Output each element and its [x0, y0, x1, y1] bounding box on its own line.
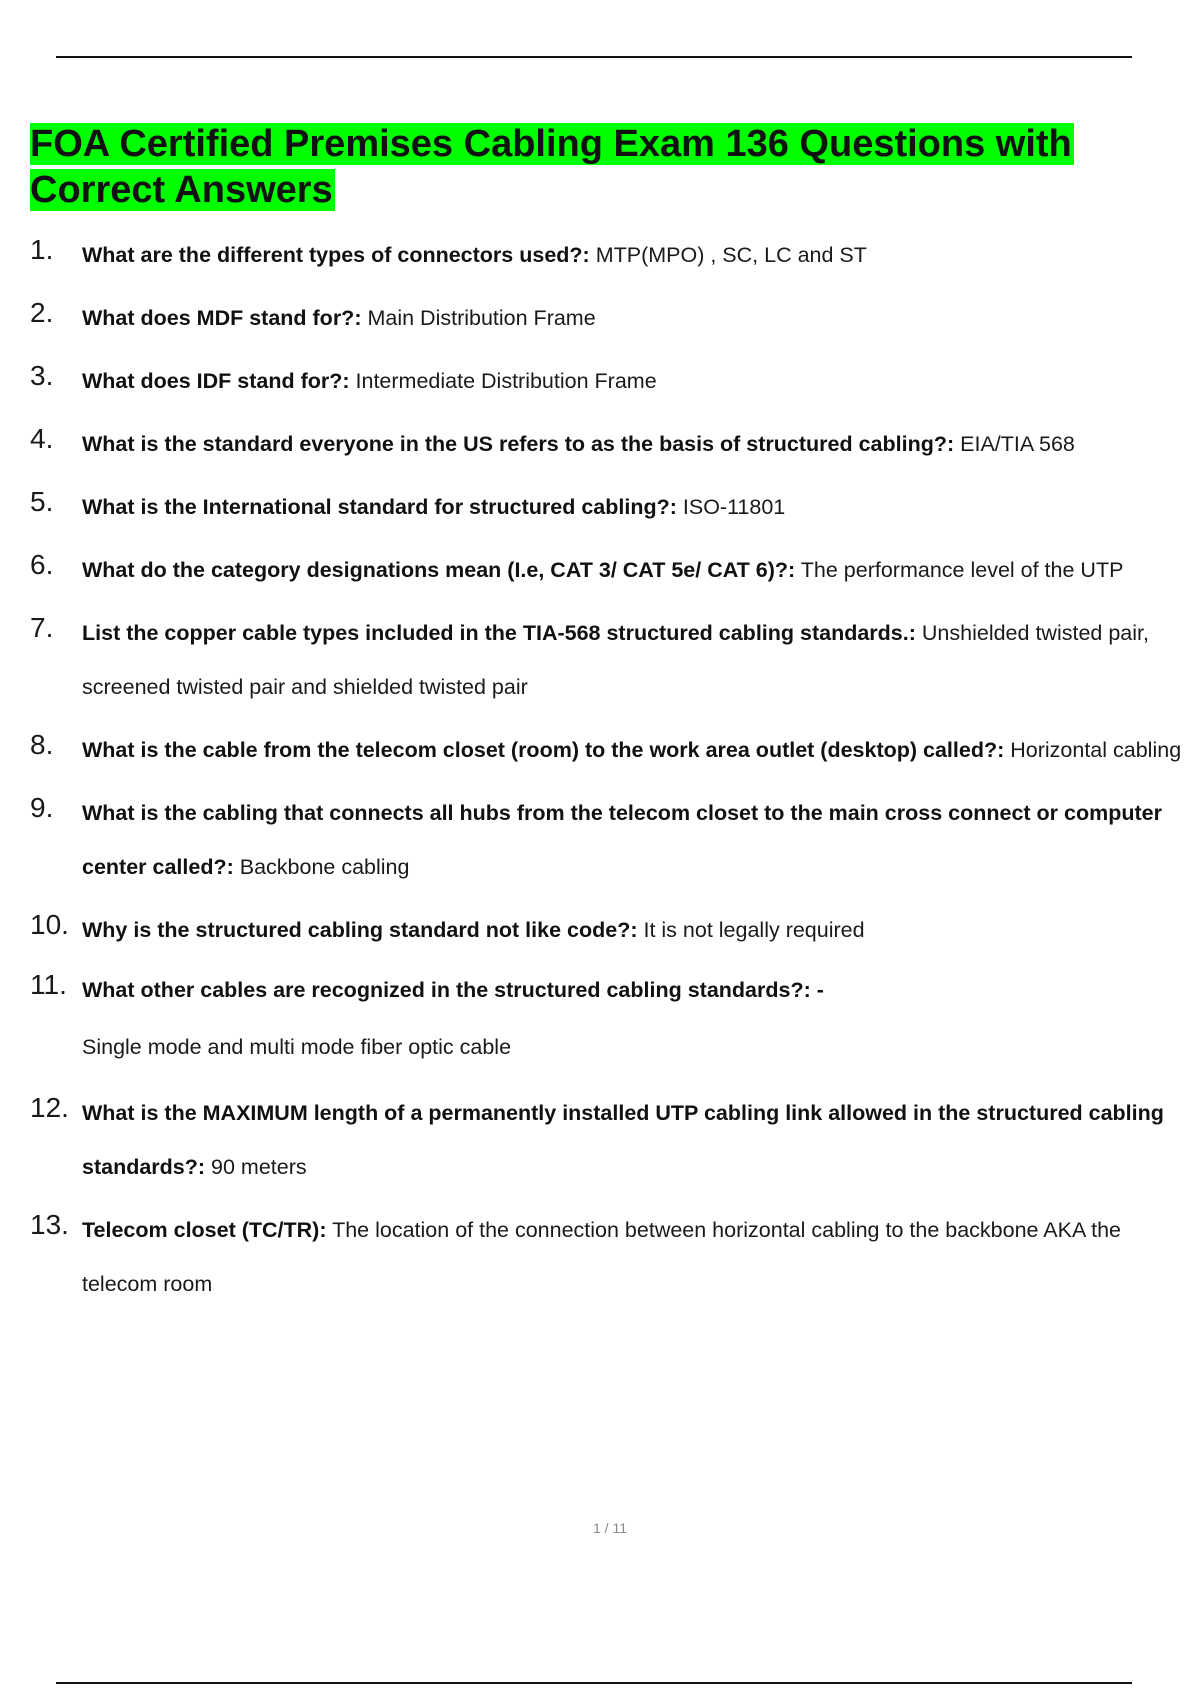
list-item: [30, 606, 1190, 714]
list-item: [30, 291, 1190, 345]
item-number: 2.: [30, 297, 54, 328]
answer-text: MTP(MPO) , SC, LC and ST: [595, 243, 867, 267]
question-text: Why is the structured cabling standard not like code?:: [82, 918, 638, 942]
top-rule: [56, 56, 1132, 58]
list-item: [30, 228, 1190, 282]
question-text: What do the category designations mean (I.e, CAT 3/ CAT 5e/ CAT 6)?:: [82, 558, 796, 582]
answer-text: Backbone cabling: [239, 855, 410, 879]
list-item: [30, 903, 1190, 957]
answer-text: The location of the connection between horizontal cabling to the backbone AKA the telecom room: [82, 1218, 1121, 1296]
item-number: 8.: [30, 729, 54, 760]
list-item: [30, 723, 1190, 777]
item-number: 12.: [30, 1092, 69, 1123]
item-number: 1.: [30, 234, 54, 265]
question-text: List the copper cable types included in the TIA-568 structured cabling standards.:: [82, 621, 916, 645]
question-text: What does MDF stand for?:: [82, 306, 362, 330]
question-text: What does IDF stand for?:: [82, 369, 350, 393]
question-text: What are the different types of connectors used?:: [82, 243, 590, 267]
item-number: 10.: [30, 909, 69, 940]
question-text: What is the standard everyone in the US refers to as the basis of structured cabling?:: [82, 432, 955, 456]
answer-text: Horizontal cabling: [1010, 738, 1182, 762]
list-item: [30, 1086, 1190, 1194]
answer-text: Main Distribution Frame: [367, 306, 596, 330]
bottom-rule: [56, 1682, 1132, 1684]
page-number: 1 / 11: [593, 1520, 627, 1536]
question-text: What is the International standard for structured cabling?:: [82, 495, 677, 519]
answer-text: 90 meters: [211, 1155, 307, 1179]
list-item: [30, 963, 1190, 1077]
item-number: 7.: [30, 612, 54, 643]
answer-text: Single mode and multi mode fiber optic cable: [82, 1035, 512, 1059]
item-number: 9.: [30, 792, 54, 823]
document-title: [30, 121, 1170, 213]
item-number: 3.: [30, 360, 54, 391]
answer-text: Intermediate Distribution Frame: [355, 369, 657, 393]
list-item: [30, 417, 1190, 471]
list-item: [30, 543, 1190, 597]
answer-text: EIA/TIA 568: [960, 432, 1075, 456]
list-item: [30, 354, 1190, 408]
answer-text: The performance level of the UTP: [800, 558, 1124, 582]
list-item: [30, 786, 1190, 894]
question-text: What is the MAXIMUM length of a permanently installed UTP cabling link allowed in the structured cabling standards?:: [82, 1101, 1164, 1179]
item-number: 11.: [30, 969, 67, 1000]
document-title-text: FOA Certified Premises Cabling Exam 136 Questions with Correct Answers: [30, 123, 1072, 211]
answer-text: It is not legally required: [643, 918, 865, 942]
list-item: [30, 1203, 1190, 1311]
list-item: [30, 480, 1190, 534]
question-list: [30, 228, 1190, 1320]
question-text: What is the cabling that connects all hubs from the telecom closet to the main cross connect or computer center called?:: [82, 801, 1162, 879]
question-text: What is the cable from the telecom closet (room) to the work area outlet (desktop) called?:: [82, 738, 1005, 762]
answer-text: ISO-11801: [682, 495, 786, 519]
item-number: 6.: [30, 549, 54, 580]
item-number: 4.: [30, 423, 54, 454]
answer-text: Unshielded twisted pair, screened twisted pair and shielded twisted pair: [82, 621, 1149, 699]
item-number: 5.: [30, 486, 54, 517]
question-text: Telecom closet (TC/TR):: [82, 1218, 327, 1242]
item-number: 13.: [30, 1209, 69, 1240]
question-text: What other cables are recognized in the structured cabling standards?: -: [82, 978, 824, 1002]
